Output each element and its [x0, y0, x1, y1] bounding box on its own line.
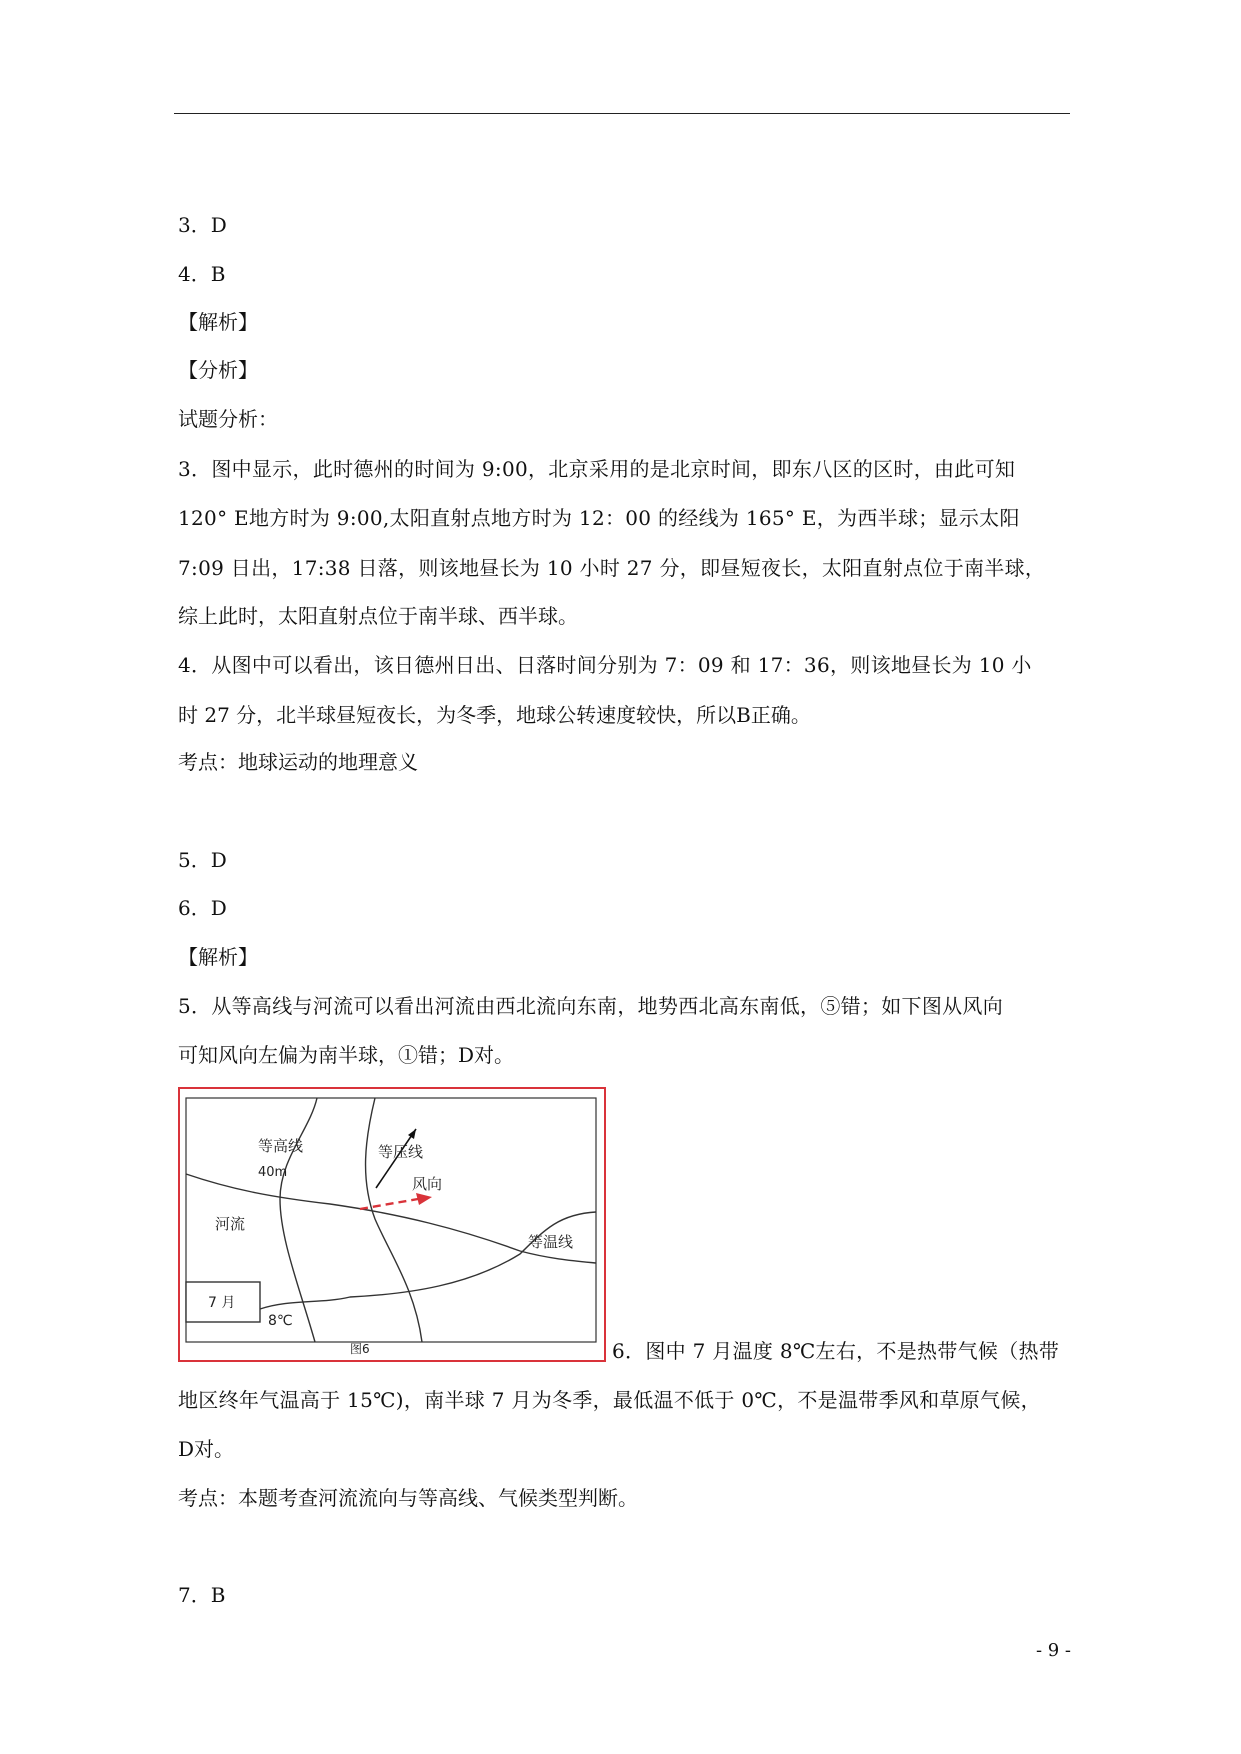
- month-label: 7 月: [208, 1295, 236, 1311]
- answer-7: 7．B: [178, 1583, 226, 1607]
- contour-label: 等高线: [258, 1137, 304, 1155]
- answer-5: 5．D: [178, 848, 227, 872]
- section-heading-analysis: 【解析】: [178, 310, 258, 334]
- contour-line: [280, 1098, 317, 1342]
- paragraph-line: 7:09 日出，17:38 日落，则该地昼长为 10 小时 27 分，即昼短夜长，太阳直射点位于南半球，: [178, 556, 1046, 580]
- paragraph-line: D对。: [178, 1437, 235, 1461]
- answer-4: 4．B: [178, 262, 226, 286]
- wind-arrowhead: [408, 1129, 416, 1139]
- isotherm-label: 等温线: [528, 1233, 574, 1251]
- temperature-label: 8℃: [268, 1313, 293, 1329]
- paragraph-line: 可知风向左偏为南半球，①错；D对。: [178, 1043, 515, 1067]
- section-heading-analysis: 【解析】: [178, 945, 258, 969]
- deflected-wind-arrow: [360, 1199, 418, 1209]
- answer-3: 3．D: [178, 213, 227, 237]
- header-rule: [174, 113, 1070, 114]
- analysis-label: 试题分析：: [178, 407, 278, 431]
- figure-caption: 图6: [350, 1342, 370, 1356]
- key-point: 考点：地球运动的地理意义: [178, 750, 418, 774]
- paragraph-line: 120° E地方时为 9:00,太阳直射点地方时为 12：00 的经线为 165° E，为西半球；显示太阳: [178, 506, 1020, 530]
- wind-label: 风向: [412, 1175, 443, 1193]
- paragraph-line: 3．图中显示，此时德州的时间为 9:00，北京采用的是北京时间，即东八区的区时，由此可知: [178, 457, 1016, 481]
- paragraph-line: 地区终年气温高于 15℃)，南半球 7 月为冬季，最低温不低于 0℃，不是温带季风和草原气候，: [178, 1388, 1041, 1412]
- isotherm-line: [260, 1212, 596, 1309]
- paragraph-line: 5．从等高线与河流可以看出河流由西北流向东南，地势西北高东南低，⑤错；如下图从风向: [178, 994, 1004, 1018]
- page-number: - 9 -: [1035, 1640, 1071, 1661]
- section-heading-breakdown: 【分析】: [178, 358, 258, 382]
- paragraph-line: 时 27 分，北半球昼短夜长，为冬季，地球公转速度较快，所以B正确。: [178, 703, 811, 727]
- map-figure: [178, 1087, 606, 1362]
- contour-value: 40m: [258, 1165, 288, 1180]
- river-label: 河流: [215, 1215, 246, 1233]
- key-point: 考点：本题考查河流流向与等高线、气候类型判断。: [178, 1486, 638, 1510]
- isobar-label: 等压线: [378, 1143, 424, 1161]
- answer-6: 6．D: [178, 896, 227, 920]
- paragraph-line: 综上此时，太阳直射点位于南半球、西半球。: [178, 604, 578, 628]
- paragraph-line: 4．从图中可以看出，该日德州日出、日落时间分别为 7：09 和 17：36，则该地昼长为 10 小: [178, 653, 1032, 677]
- map-figure-drawing: [180, 1089, 604, 1360]
- paragraph-line: 6．图中 7 月温度 8℃左右，不是热带气候（热带: [612, 1339, 1060, 1363]
- deflected-wind-arrowhead: [416, 1193, 432, 1205]
